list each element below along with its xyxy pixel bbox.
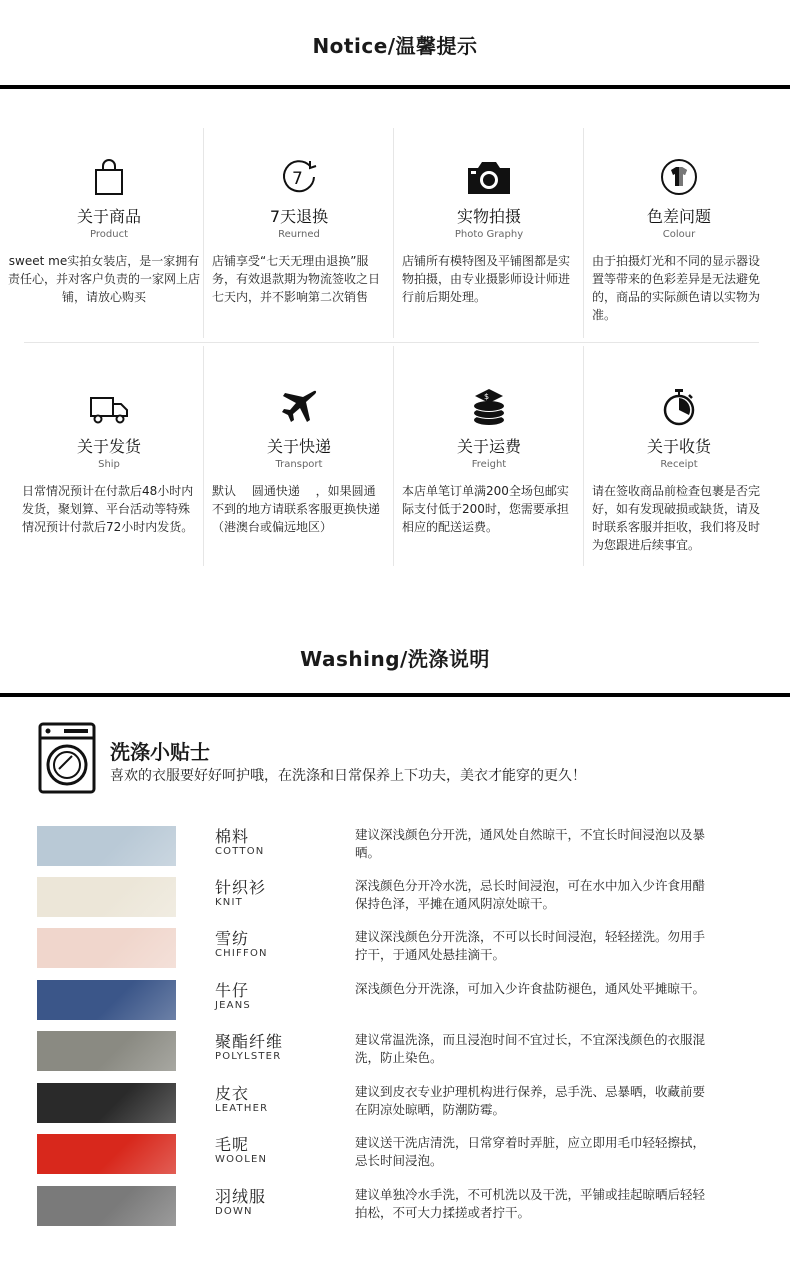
svg-text:$: $ — [484, 392, 490, 401]
notice-item-subtitle: Freight — [471, 459, 507, 470]
notice-divider — [0, 85, 790, 89]
fabric-row — [0, 1134, 790, 1176]
notice-item-subtitle: Transport — [275, 459, 323, 470]
notice-item-photography — [394, 128, 584, 348]
fabric-swatch — [37, 980, 176, 1020]
notice-item-desc: 店铺所有模特图及平铺图都是实物拍摄，由专业摄影师设计师进行前后期处理。 — [402, 254, 571, 304]
fabric-row — [0, 826, 790, 868]
notice-title: Notice/温馨提示 — [312, 34, 478, 58]
fabric-name: 针织衫 — [215, 878, 267, 897]
airplane-icon — [280, 388, 318, 426]
notice-item-title: 关于快递 — [266, 437, 331, 456]
fabric-name-en: CHIFFON — [215, 948, 268, 959]
notice-item-subtitle: Product — [90, 229, 128, 240]
washing-divider — [0, 693, 790, 697]
delivery-truck-icon — [89, 394, 129, 426]
fabric-care-desc: 建议单独冷水手洗，不可机洗以及干洗，平铺或挂起晾晒后轻轻拍松，不可大力揉搓或者拧干。 — [355, 1187, 706, 1220]
fabric-care-desc: 建议送干洗店清洗，日常穿着时弄脏，应立即用毛巾轻轻擦拭，忌长时间浸泡。 — [355, 1135, 706, 1168]
notice-item-return — [204, 128, 394, 348]
notice-item-desc: 请在签收商品前检查包裹是否完好，如有发现破损或缺货，请及时联系客服并拒收，我们将及时为您跟进后续事宜。 — [592, 484, 761, 552]
fabric-care-desc: 建议到皮衣专业护理机构进行保养，忌手洗、忌暴晒，收藏前要在阴凉处晾晒，防潮防霉。 — [355, 1084, 706, 1117]
fabric-name: 棉料 — [215, 827, 250, 846]
washing-tips-title: 洗涤小贴士 — [110, 740, 210, 764]
tshirt-color-icon — [660, 158, 698, 196]
fabric-name: 雪纺 — [215, 929, 250, 948]
notice-item-subtitle: Ship — [98, 459, 120, 470]
fabric-name: 羽绒服 — [215, 1187, 267, 1206]
fabric-name-en: LEATHER — [215, 1103, 269, 1114]
coins-icon — [471, 386, 507, 426]
notice-item-desc: 由于拍摄灯光和不同的显示器设置等带来的色彩差异是无法避免的，商品的实际颜色请以实物为准。 — [592, 254, 761, 322]
fabric-row — [0, 1031, 790, 1073]
fabric-row — [0, 877, 790, 919]
fabric-swatch — [37, 1083, 176, 1123]
fabric-swatch — [37, 877, 176, 917]
fabric-care-desc: 建议深浅颜色分开洗涤，不可以长时间浸泡，轻轻搓洗。勿用手拧干，于通风处悬挂滴干。 — [355, 929, 706, 962]
fabric-swatch — [37, 928, 176, 968]
notice-item-transport — [204, 358, 394, 578]
stopwatch-icon — [662, 388, 696, 426]
fabric-swatch — [37, 1186, 176, 1226]
notice-item-title: 7天退换 — [269, 207, 329, 226]
fabric-name: 皮衣 — [215, 1084, 250, 1103]
fabric-care-desc: 建议常温洗涤，而且浸泡时间不宜过长，不宜深浅颜色的衣服混洗，防止染色。 — [355, 1032, 706, 1065]
notice-item-freight — [394, 358, 584, 578]
fabric-name-en: WOOLEN — [215, 1154, 268, 1165]
fabric-name: 牛仔 — [215, 981, 250, 1000]
fabric-swatch — [37, 1031, 176, 1071]
notice-grid — [8, 128, 776, 568]
washing-title: Washing/洗涤说明 — [300, 647, 490, 671]
notice-item-desc: sweet me实拍女装店，是一家拥有责任心，并对客户负责的一家网上店铺，请放心购买 — [8, 254, 201, 304]
camera-icon — [466, 160, 512, 196]
notice-item-title: 关于收货 — [646, 437, 711, 456]
fabric-care-desc: 建议深浅颜色分开洗，通风处自然晾干，不宜长时间浸泡以及暴晒。 — [355, 827, 706, 860]
notice-item-title: 实物拍摄 — [456, 207, 521, 226]
notice-item-product — [8, 128, 204, 348]
fabric-care-desc: 深浅颜色分开洗涤，可加入少许食盐防褪色，通风处平摊晾干。 — [355, 981, 706, 996]
fabric-name-en: POLYLSTER — [215, 1051, 282, 1062]
notice-item-colour — [584, 128, 774, 348]
fabric-name: 毛呢 — [215, 1135, 250, 1154]
notice-item-receipt — [584, 358, 774, 578]
notice-item-desc: 店铺享受“七天无理由退换”服务，有效退款期为物流签收之日七天内，并不影响第二次销售 — [212, 254, 381, 304]
notice-item-desc: 本店单笔订单满200全场包邮实际支付低于200时，您需要承担相应的配送运费。 — [402, 484, 569, 534]
fabric-swatch — [37, 826, 176, 866]
notice-item-title: 关于运费 — [456, 437, 521, 456]
shopping-bag-icon — [93, 158, 125, 196]
fabric-row — [0, 980, 790, 1022]
fabric-name-en: DOWN — [215, 1206, 253, 1217]
notice-item-desc: 日常情况预计在付款后48小时内发货，聚划算、平台活动等特殊情况预计付款后72小时内发货。 — [22, 484, 194, 534]
notice-item-desc: 默认 圆通快递 ，如果圆通不到的地方请联系客服更换快递（港澳台或偏远地区） — [212, 484, 381, 534]
fabric-name-en: COTTON — [215, 846, 265, 857]
fabric-row — [0, 928, 790, 970]
notice-item-title: 关于发货 — [76, 437, 141, 456]
fabric-swatch — [37, 1134, 176, 1174]
svg-text:7: 7 — [292, 169, 303, 189]
notice-item-ship — [14, 358, 204, 578]
notice-item-title: 色差问题 — [646, 207, 711, 226]
notice-item-subtitle: Colour — [662, 229, 696, 240]
notice-item-subtitle: Reurned — [278, 229, 320, 240]
seven-day-return-icon — [280, 158, 318, 196]
washing-tips-subtitle: 喜欢的衣服要好好呵护哦，在洗涤和日常保养上下功夫，美衣才能穿的更久！ — [110, 768, 586, 784]
notice-item-subtitle: Receipt — [660, 459, 698, 470]
fabric-name-en: KNIT — [215, 897, 243, 908]
notice-item-title: 关于商品 — [76, 207, 141, 226]
washing-machine-icon — [38, 722, 96, 794]
fabric-care-desc: 深浅颜色分开冷水洗，忌长时间浸泡，可在水中加入少许食用醋保持色泽，平摊在通风阴凉处晾干。 — [355, 878, 706, 911]
fabric-row — [0, 1083, 790, 1125]
fabric-row — [0, 1186, 790, 1228]
notice-item-subtitle: Photo Graphy — [454, 229, 524, 240]
fabric-name-en: JEANS — [215, 1000, 251, 1011]
fabric-name: 聚酯纤维 — [215, 1032, 284, 1051]
